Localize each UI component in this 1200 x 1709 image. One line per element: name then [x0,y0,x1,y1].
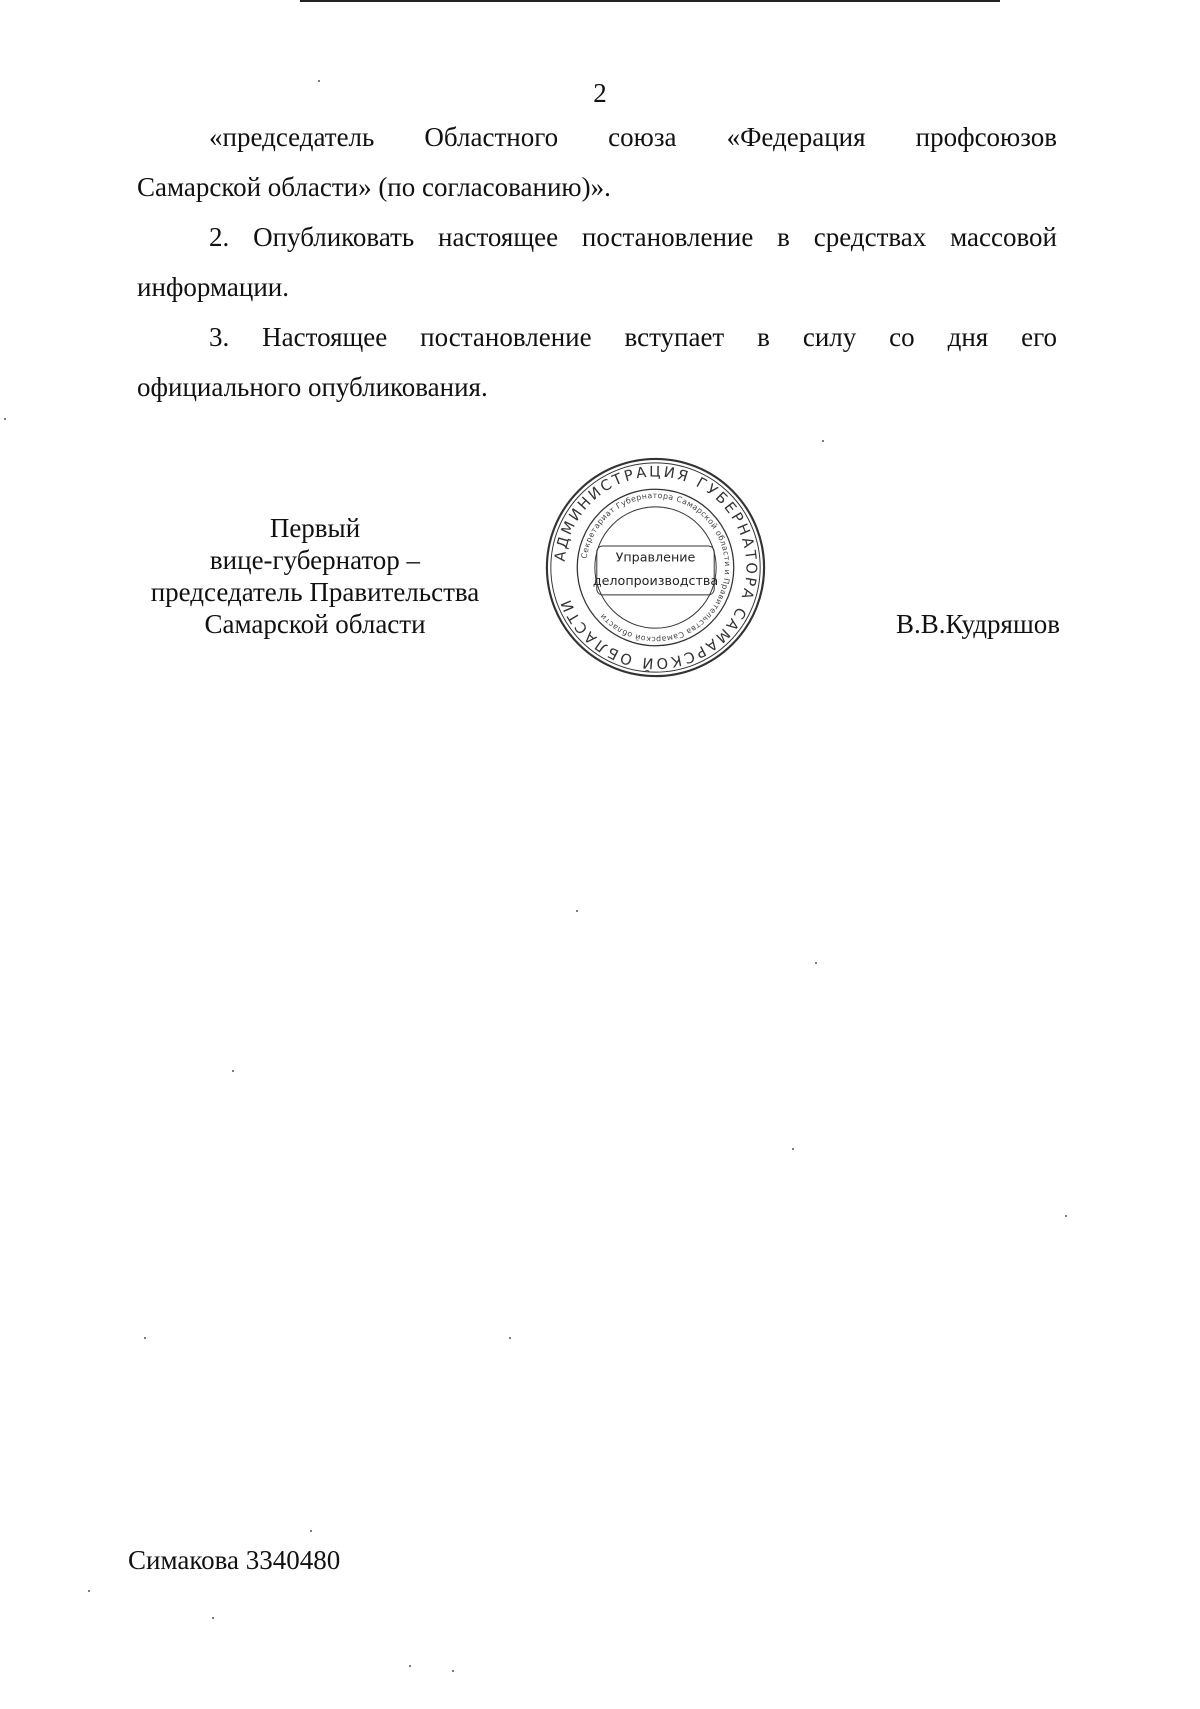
paragraph-continuation: информации. [137,272,289,302]
seal-inner-text: Секретариат Губернатора Самарской области и Правительства Самарской области [579,491,732,645]
position-line: председатель Правительства [150,577,480,607]
paragraph-effective-date [137,312,1057,412]
scan-speck [815,962,817,964]
official-seal-stamp [543,455,768,680]
seal-center-line2: делопроизводства [592,573,719,589]
scan-speck [576,910,578,912]
position-line: вице-губернатор – [209,545,421,575]
scan-speck [232,1070,234,1072]
page-number: 2 [593,78,607,108]
paragraph-chairman [137,112,1057,212]
paragraph-first-line: 3. Настоящее постановление вступает в силу со дня его [209,322,1057,352]
scan-speck [792,1148,794,1150]
scan-speck [318,80,320,82]
top-border-line [300,0,1000,2]
seal-outer-text: АДМИНИСТРАЦИЯ ГУБЕРНАТОРА САМАРСКОЙ ОБЛАСТИ [551,463,760,672]
scan-speck [88,1590,90,1592]
scan-speck [452,1670,454,1672]
paragraph-publish [137,212,1057,312]
executor-contact: Симакова 3340480 [128,1545,341,1575]
scan-speck [509,1337,511,1339]
position-line: Первый [269,513,361,543]
scan-speck [1065,1215,1067,1217]
scan-speck [144,1337,146,1339]
signer-name: В.В.Кудряшов [896,609,1060,639]
scan-speck [822,440,824,442]
scan-speck [409,1665,411,1667]
signatory-position [135,512,495,640]
seal-center-line1: Управление [615,549,696,565]
paragraph-first-line: «председатель Областного союза «Федерация профсоюзов [209,122,1057,152]
position-line: Самарской области [204,609,426,639]
scan-speck [212,1617,214,1619]
scan-speck [310,1530,312,1532]
paragraph-continuation: официального опубликования. [137,372,488,402]
paragraph-continuation: Самарской области» (по согласованию)». [137,172,611,202]
paragraph-first-line: 2. Опубликовать настоящее постановление в средствах массовой [209,222,1057,252]
scan-speck [4,418,6,420]
